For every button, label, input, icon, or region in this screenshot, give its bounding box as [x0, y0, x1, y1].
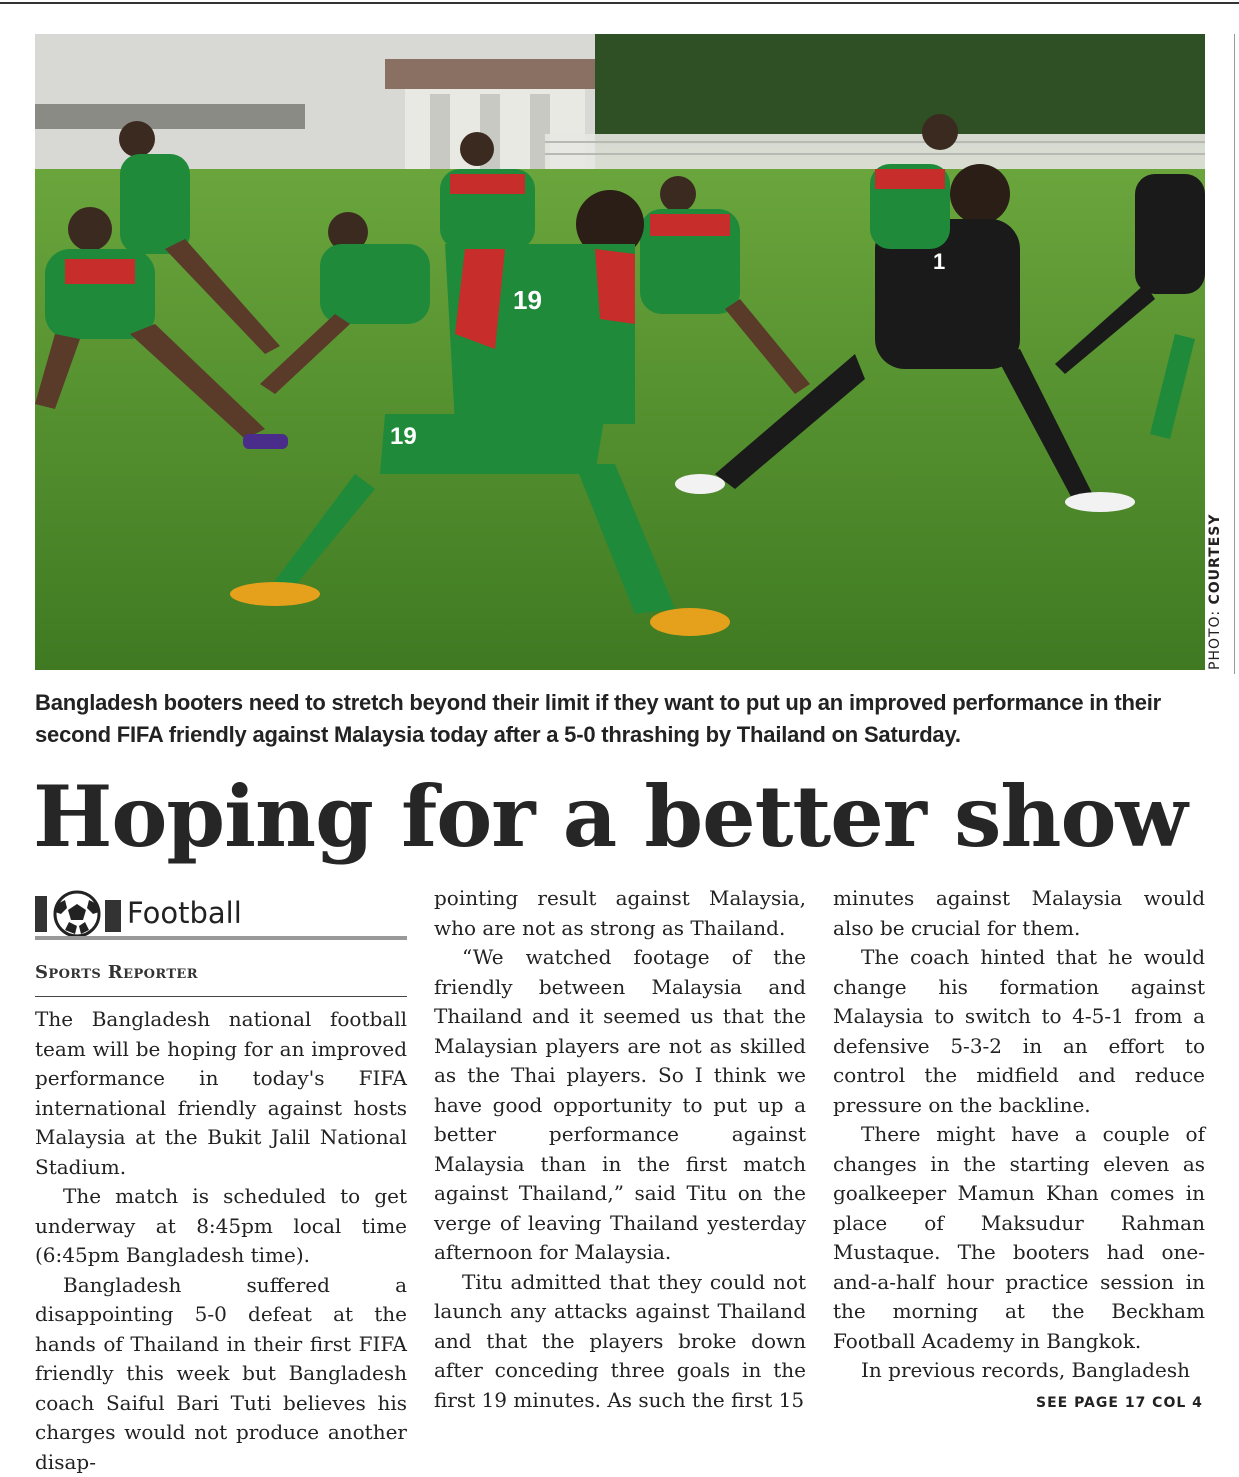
section-underline — [35, 936, 407, 940]
paragraph: The Bangladesh national football team will be hoping for an improved performance in today's FIFA international friendly against hosts Malaysia at the Bukit Jalil National Stadium. — [35, 1005, 407, 1182]
paragraph: The match is scheduled to get underway at 8:45pm local time (6:45pm Bangladesh time). — [35, 1182, 407, 1271]
paragraph: “We watched footage of the friendly between Malaysia and Thailand and it seemed us that the Malaysian players are not as skilled as the Thai players. So I think we have good opportunity to put up a better performance against Malaysia than in the first match against Thailand,” said Titu on the verge of leaving Thailand yesterday afternoon for Malaysia. — [434, 943, 806, 1268]
team-training-photo — [35, 34, 1205, 670]
keeper-number: 1 — [933, 249, 945, 274]
jersey-number: 19 — [513, 285, 542, 315]
column-divider — [1234, 34, 1235, 674]
headline: Hoping for a better show — [33, 762, 1213, 872]
shorts-number: 19 — [390, 423, 417, 450]
paragraph: The coach hinted that he would change his formation against Malaysia to switch to 4-5-1 from a defensive 5-3-2 in an effort to control the midfield and reduce pressure on the backline. — [833, 943, 1205, 1120]
byline-rule — [35, 996, 407, 997]
section-label: Football — [127, 896, 242, 930]
paragraph: Bangladesh suffered a disappointing 5-0 defeat at the hands of Thailand in their first FIFA friendly this week but Bangladesh coach Saiful Bari Tuti believes his charges would not produce another disap- — [35, 1271, 407, 1477]
photo-credit-name: COURTESY — [1207, 513, 1223, 604]
photo-credit — [1207, 513, 1223, 670]
photo-credit-prefix: PHOTO: — [1207, 605, 1223, 670]
section-tag — [35, 890, 407, 940]
byline: Sports Reporter — [35, 962, 407, 983]
continuation-link[interactable]: SEE PAGE 17 COL 4 — [1036, 1395, 1203, 1411]
article-column-3 — [833, 884, 1205, 1386]
article-column-1 — [35, 1005, 407, 1477]
paragraph: Titu admitted that they could not launch any attacks against Thailand and that the players broke down after conceding three goals in the first 19 minutes. As such the first 15 — [434, 1268, 806, 1416]
top-rule — [0, 2, 1239, 4]
paragraph: minutes against Malaysia would also be crucial for them. — [833, 884, 1205, 943]
paragraph: There might have a couple of changes in the starting eleven as goalkeeper Mamun Khan comes in place of Maksudur Rahman Mustaque. The booters had one-and-a-half hour practice session in the morning at the Beckham Football Academy in Bangkok. — [833, 1120, 1205, 1356]
photo-caption: Bangladesh booters need to stretch beyond their limit if they want to put up an improved performance in their second FIFA friendly against Malaysia today after a 5-0 thrashing by Thailand on Saturday. — [35, 687, 1205, 751]
article-column-2 — [434, 884, 806, 1415]
paragraph: In previous records, Bangladesh — [833, 1356, 1205, 1386]
paragraph: pointing result against Malaysia, who are not as strong as Thailand. — [434, 884, 806, 943]
